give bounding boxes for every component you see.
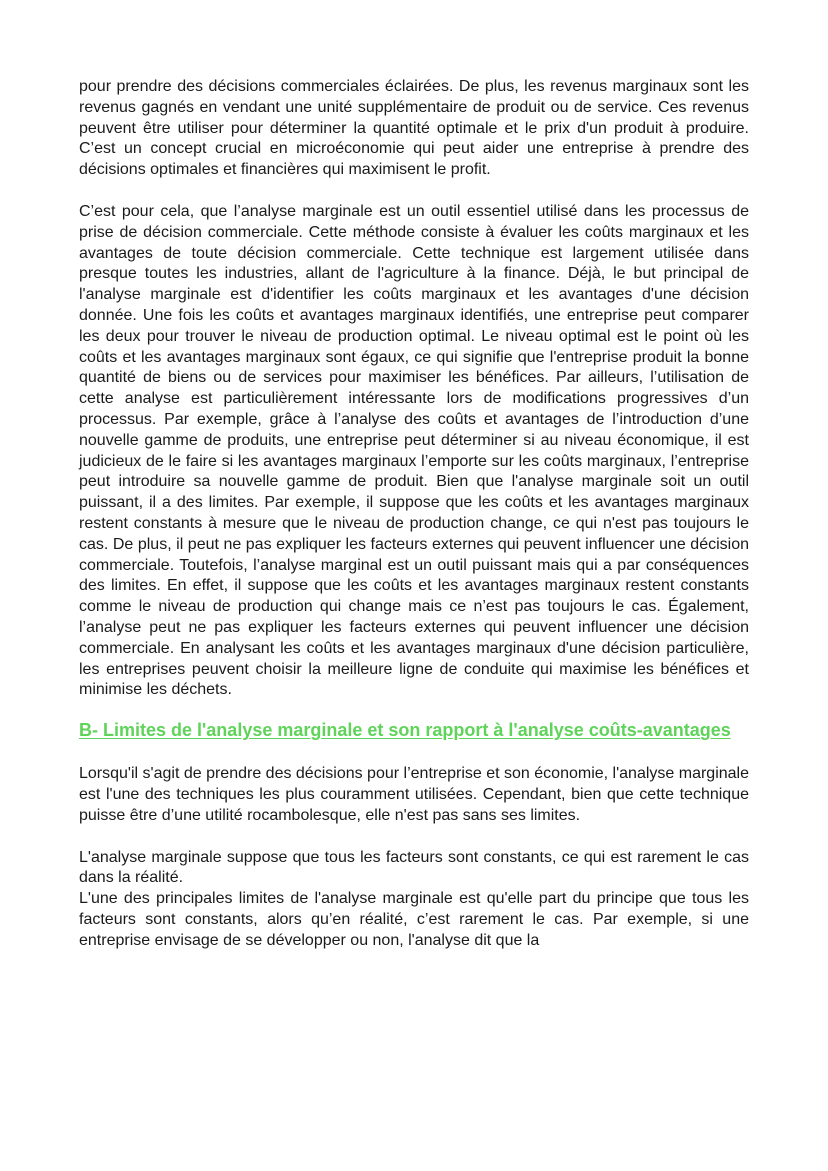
document-page <box>79 77 749 951</box>
body-paragraph-analyse-marginale: C’est pour cela, que l’analyse marginale est un outil essentiel utilisé dans les processus de prise de décision commerciale. Cette méthode consiste à évaluer les coûts marginaux et les avantages de toute décision commerciale. Cette technique est largement utilisée dans presque toutes les industries, allant de l'agriculture à la finance. Déjà, le but principal de l'analyse marginale est d'identifier les coûts marginaux et les avantages d'une décision donnée. Une fois les coûts et avantages marginaux identifiés, une entreprise peut comparer les deux pour trouver le niveau de production optimal. Le niveau optimal est le point où les coûts et les avantages marginaux sont égaux, ce qui signifie que l'entreprise produit la bonne quantité de biens ou de services pour maximiser les bénéfices. Par ailleurs, l’utilisation de cette analyse est particulièrement intéressante lors de modifications progressives d’un processus. Par exemple, grâce à l’analyse des coûts et avantages de l’introduction d’une nouvelle gamme de produits, une entreprise peut déterminer si au niveau économique, il est judicieux de le faire si les avantages marginaux l’emporte sur les coûts marginaux, l’entreprise peut introduire sa nouvelle gamme de produit. Bien que l'analyse marginale soit un outil puissant, il a des limites. Par exemple, il suppose que les coûts et les avantages marginaux restent constants à mesure que le niveau de production change, ce qui n'est pas toujours le cas. De plus, il peut ne pas expliquer les facteurs externes qui peuvent influencer une décision commerciale. Toutefois, l’analyse marginal est un outil puissant mais qui a par conséquences des limites. En effet, il suppose que les coûts et les avantages marginaux restent constants comme le niveau de production qui change mais ce n’est pas toujours le cas. Également, l’analyse peut ne pas expliquer les facteurs externes qui peuvent influencer une décision commerciale. En analysant les coûts et les avantages marginaux d'une décision particulière, les entreprises peuvent choisir la meilleure ligne de conduite qui maximise les bénéfices et minimise les déchets. <box>79 202 749 699</box>
body-paragraph-limites-intro: Lorsqu'il s'agit de prendre des décisions pour l’entreprise et son économie, l'analyse marginale est l'une des techniques les plus couramment utilisées. Cependant, bien que cette technique puisse être d’une utilité rocambolesque, elle n'est pas sans ses limites. <box>79 765 749 824</box>
body-paragraph-principales-limites: L'une des principales limites de l'analyse marginale est qu'elle part du principe que tous les facteurs sont constants, alors qu’en réalité, c’est rarement le cas. Par exemple, si une entreprise envisage de se développer ou non, l'analyse dit que la <box>79 890 749 949</box>
body-paragraph-revenus-marginaux: pour prendre des décisions commerciales éclairées. De plus, les revenus marginaux sont les revenus gagnés en vendant une unité supplémentaire de produit ou de service. Ces revenus peuvent être utiliser pour déterminer la quantité optimale et le prix d'un produit à produire. C’est un concept crucial en microéconomie qui peut aider une entreprise à prendre des décisions optimales et financières qui maximisent le profit. <box>79 78 749 179</box>
body-paragraph-facteurs-constants: L'analyse marginale suppose que tous les facteurs sont constants, ce qui est rarement le cas dans la réalité. <box>79 848 749 887</box>
section-heading-b: B- Limites de l'analyse marginale et son rapport à l'analyse coûts-avantages <box>79 720 731 741</box>
